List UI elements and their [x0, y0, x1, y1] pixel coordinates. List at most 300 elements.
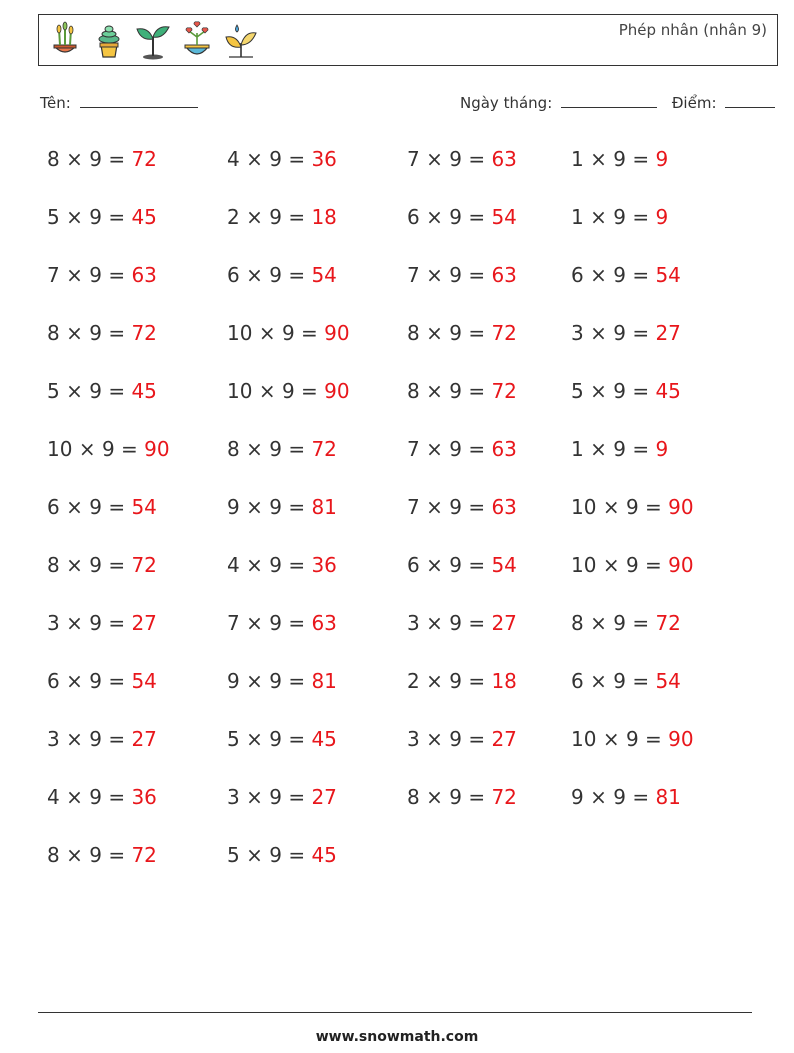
- operand-a: 6: [47, 669, 60, 693]
- operand-a: 10: [47, 437, 73, 461]
- answer: 27: [131, 727, 157, 751]
- operand-a: 8: [47, 553, 60, 577]
- problem-item: [571, 495, 694, 519]
- operand-b: 9: [613, 379, 626, 403]
- operand-a: 3: [47, 727, 60, 751]
- operand-b: 9: [89, 785, 102, 809]
- times-sign: ×: [426, 553, 443, 577]
- times-sign: ×: [590, 263, 607, 287]
- times-sign: ×: [426, 669, 443, 693]
- operand-a: 3: [407, 727, 420, 751]
- answer: 9: [655, 147, 669, 171]
- answer: 63: [491, 147, 517, 171]
- problem-item: [47, 843, 157, 867]
- operand-a: 6: [407, 205, 420, 229]
- problem-item: [571, 321, 681, 345]
- problem-item: [227, 843, 337, 867]
- answer: 63: [491, 263, 517, 287]
- problem-item: [571, 147, 668, 171]
- equals-sign: =: [468, 669, 486, 693]
- operand-b: 9: [625, 727, 639, 751]
- problem-item: [47, 321, 157, 345]
- operand-a: 8: [571, 611, 584, 635]
- answer: 72: [131, 843, 157, 867]
- operand-a: 3: [407, 611, 420, 635]
- times-sign: ×: [258, 379, 276, 403]
- answer: 54: [655, 263, 681, 287]
- equals-sign: =: [632, 205, 650, 229]
- times-sign: ×: [426, 321, 443, 345]
- problem-item: [47, 437, 170, 461]
- problem-item: [227, 147, 337, 171]
- operand-b: 9: [89, 205, 102, 229]
- equals-sign: =: [288, 553, 306, 577]
- operand-b: 9: [89, 669, 102, 693]
- equals-sign: =: [288, 205, 306, 229]
- problem-item: [227, 727, 337, 751]
- operand-a: 5: [227, 843, 240, 867]
- operand-a: 5: [47, 205, 60, 229]
- times-sign: ×: [66, 611, 83, 635]
- footer-url: www.snowmath.com: [315, 1029, 479, 1045]
- operand-b: 9: [613, 669, 626, 693]
- equals-sign: =: [468, 321, 486, 345]
- answer: 81: [655, 785, 681, 809]
- equals-sign: =: [108, 379, 126, 403]
- operand-b: 9: [625, 495, 639, 519]
- operand-a: 6: [47, 495, 60, 519]
- times-sign: ×: [66, 669, 83, 693]
- answer: 27: [311, 785, 337, 809]
- operand-b: 9: [269, 843, 282, 867]
- equals-sign: =: [108, 147, 126, 171]
- equals-sign: =: [108, 553, 126, 577]
- times-sign: ×: [66, 727, 83, 751]
- times-sign: ×: [590, 437, 607, 461]
- operand-a: 8: [47, 843, 60, 867]
- operand-a: 1: [571, 437, 584, 461]
- operand-a: 2: [227, 205, 240, 229]
- answer: 72: [655, 611, 681, 635]
- times-sign: ×: [66, 147, 83, 171]
- operand-b: 9: [449, 785, 462, 809]
- times-sign: ×: [426, 611, 443, 635]
- answer: 27: [131, 611, 157, 635]
- equals-sign: =: [468, 205, 486, 229]
- equals-sign: =: [108, 205, 126, 229]
- equals-sign: =: [288, 437, 306, 461]
- operand-a: 2: [407, 669, 420, 693]
- answer: 72: [491, 321, 517, 345]
- equals-sign: =: [632, 263, 650, 287]
- operand-b: 9: [89, 379, 102, 403]
- times-sign: ×: [66, 553, 83, 577]
- times-sign: ×: [246, 495, 263, 519]
- operand-a: 4: [47, 785, 60, 809]
- operand-b: 9: [101, 437, 115, 461]
- answer: 90: [668, 553, 694, 577]
- watering-sprout-icon: [223, 21, 259, 61]
- times-sign: ×: [246, 785, 263, 809]
- operand-b: 9: [625, 553, 639, 577]
- worksheet-title: Phép nhân (nhân 9): [618, 21, 767, 39]
- answer: 81: [311, 495, 337, 519]
- answer: 27: [491, 611, 517, 635]
- times-sign: ×: [426, 495, 443, 519]
- answer: 54: [131, 495, 157, 519]
- times-sign: ×: [258, 321, 276, 345]
- equals-sign: =: [108, 321, 126, 345]
- operand-b: 9: [281, 379, 295, 403]
- answer: 72: [491, 785, 517, 809]
- times-sign: ×: [66, 495, 83, 519]
- operand-b: 9: [89, 843, 102, 867]
- answer: 36: [131, 785, 157, 809]
- equals-sign: =: [632, 437, 650, 461]
- operand-a: 7: [47, 263, 60, 287]
- equals-sign: =: [468, 553, 486, 577]
- problem-item: [47, 263, 157, 287]
- operand-b: 9: [269, 553, 282, 577]
- answer: 27: [491, 727, 517, 751]
- operand-b: 9: [89, 263, 102, 287]
- operand-b: 9: [613, 147, 626, 171]
- times-sign: ×: [590, 379, 607, 403]
- operand-b: 9: [449, 495, 462, 519]
- operand-a: 9: [571, 785, 584, 809]
- answer: 54: [311, 263, 337, 287]
- operand-a: 3: [571, 321, 584, 345]
- answer: 72: [131, 147, 157, 171]
- operand-a: 6: [571, 669, 584, 693]
- answer: 72: [311, 437, 337, 461]
- answer: 90: [324, 379, 350, 403]
- problem-item: [47, 205, 157, 229]
- problem-item: [407, 669, 517, 693]
- operand-a: 1: [571, 147, 584, 171]
- operand-a: 6: [227, 263, 240, 287]
- problem-item: [571, 379, 681, 403]
- answer: 90: [668, 727, 694, 751]
- times-sign: ×: [426, 205, 443, 229]
- operand-a: 8: [47, 321, 60, 345]
- answer: 72: [491, 379, 517, 403]
- equals-sign: =: [468, 379, 486, 403]
- operand-b: 9: [269, 263, 282, 287]
- times-sign: ×: [66, 785, 83, 809]
- operand-b: 9: [449, 321, 462, 345]
- answer: 63: [311, 611, 337, 635]
- equals-sign: =: [108, 263, 126, 287]
- times-sign: ×: [590, 669, 607, 693]
- operand-b: 9: [449, 205, 462, 229]
- operand-b: 9: [269, 147, 282, 171]
- operand-b: 9: [281, 321, 295, 345]
- times-sign: ×: [246, 263, 263, 287]
- operand-a: 7: [227, 611, 240, 635]
- answer: 45: [131, 205, 157, 229]
- problem-item: [407, 263, 517, 287]
- times-sign: ×: [66, 379, 83, 403]
- name-field: [40, 94, 198, 112]
- problem-item: [571, 263, 681, 287]
- operand-a: 10: [571, 727, 597, 751]
- operand-a: 5: [571, 379, 584, 403]
- operand-b: 9: [89, 321, 102, 345]
- equals-sign: =: [632, 669, 650, 693]
- times-sign: ×: [66, 843, 83, 867]
- problem-item: [227, 205, 337, 229]
- answer: 36: [311, 147, 337, 171]
- operand-b: 9: [613, 785, 626, 809]
- date-blank[interactable]: [561, 95, 657, 108]
- equals-sign: =: [468, 727, 486, 751]
- operand-a: 8: [227, 437, 240, 461]
- answer: 45: [655, 379, 681, 403]
- operand-a: 3: [47, 611, 60, 635]
- equals-sign: =: [288, 495, 306, 519]
- answer: 18: [491, 669, 517, 693]
- operand-b: 9: [269, 727, 282, 751]
- equals-sign: =: [645, 727, 662, 751]
- operand-b: 9: [449, 727, 462, 751]
- times-sign: ×: [246, 147, 263, 171]
- operand-b: 9: [613, 437, 626, 461]
- equals-sign: =: [288, 785, 306, 809]
- operand-b: 9: [269, 495, 282, 519]
- times-sign: ×: [246, 727, 263, 751]
- equals-sign: =: [468, 263, 486, 287]
- answer: 9: [655, 205, 669, 229]
- answer: 72: [131, 553, 157, 577]
- equals-sign: =: [108, 785, 126, 809]
- equals-sign: =: [468, 437, 486, 461]
- operand-a: 10: [227, 321, 253, 345]
- answer: 54: [491, 205, 517, 229]
- problem-item: [47, 553, 157, 577]
- equals-sign: =: [288, 727, 306, 751]
- name-label: Tên:: [40, 94, 71, 112]
- answer: 63: [131, 263, 157, 287]
- operand-a: 8: [407, 785, 420, 809]
- equals-sign: =: [288, 611, 306, 635]
- times-sign: ×: [246, 553, 263, 577]
- problem-item: [571, 205, 668, 229]
- answer: 45: [311, 843, 337, 867]
- operand-b: 9: [89, 553, 102, 577]
- times-sign: ×: [602, 495, 620, 519]
- equals-sign: =: [108, 843, 126, 867]
- problem-item: [227, 785, 337, 809]
- operand-a: 4: [227, 553, 240, 577]
- equals-sign: =: [632, 321, 650, 345]
- answer: 90: [668, 495, 694, 519]
- problem-item: [227, 495, 337, 519]
- equals-sign: =: [632, 785, 650, 809]
- times-sign: ×: [590, 785, 607, 809]
- times-sign: ×: [66, 321, 83, 345]
- operand-b: 9: [449, 437, 462, 461]
- operand-a: 9: [227, 495, 240, 519]
- operand-b: 9: [613, 321, 626, 345]
- answer: 90: [144, 437, 170, 461]
- score-blank[interactable]: [725, 95, 775, 108]
- times-sign: ×: [246, 669, 263, 693]
- operand-b: 9: [449, 263, 462, 287]
- answer: 9: [655, 437, 669, 461]
- answer: 27: [655, 321, 681, 345]
- equals-sign: =: [108, 495, 126, 519]
- times-sign: ×: [426, 727, 443, 751]
- operand-a: 3: [227, 785, 240, 809]
- operand-a: 4: [227, 147, 240, 171]
- equals-sign: =: [108, 669, 126, 693]
- equals-sign: =: [301, 379, 318, 403]
- operand-b: 9: [613, 611, 626, 635]
- times-sign: ×: [426, 379, 443, 403]
- operand-a: 9: [227, 669, 240, 693]
- problem-item: [227, 611, 337, 635]
- equals-sign: =: [108, 727, 126, 751]
- times-sign: ×: [426, 263, 443, 287]
- times-sign: ×: [590, 321, 607, 345]
- succulent-pot-icon: [91, 21, 127, 61]
- equals-sign: =: [632, 379, 650, 403]
- equals-sign: =: [121, 437, 138, 461]
- operand-b: 9: [613, 263, 626, 287]
- operand-b: 9: [449, 553, 462, 577]
- equals-sign: =: [468, 147, 486, 171]
- operand-b: 9: [89, 495, 102, 519]
- answer: 63: [491, 495, 517, 519]
- date-score-field: [460, 94, 775, 112]
- equals-sign: =: [288, 669, 306, 693]
- times-sign: ×: [246, 437, 263, 461]
- problem-item: [571, 611, 681, 635]
- operand-a: 10: [571, 553, 597, 577]
- operand-a: 5: [47, 379, 60, 403]
- operand-a: 6: [571, 263, 584, 287]
- problem-item: [227, 321, 350, 345]
- flower-pot-icon: [179, 21, 215, 61]
- equals-sign: =: [301, 321, 318, 345]
- operand-b: 9: [89, 147, 102, 171]
- operand-b: 9: [269, 785, 282, 809]
- operand-b: 9: [89, 611, 102, 635]
- operand-a: 7: [407, 437, 420, 461]
- date-label: Ngày tháng:: [460, 94, 553, 112]
- operand-b: 9: [613, 205, 626, 229]
- equals-sign: =: [288, 263, 306, 287]
- times-sign: ×: [426, 437, 443, 461]
- problem-item: [407, 553, 517, 577]
- problem-item: [47, 611, 157, 635]
- score-label: Điểm:: [671, 94, 717, 112]
- times-sign: ×: [66, 205, 83, 229]
- answer: 54: [655, 669, 681, 693]
- equals-sign: =: [288, 147, 306, 171]
- problem-item: [407, 205, 517, 229]
- equals-sign: =: [645, 553, 662, 577]
- header-box: [38, 14, 778, 66]
- problem-item: [407, 495, 517, 519]
- operand-a: 8: [407, 379, 420, 403]
- equals-sign: =: [288, 843, 306, 867]
- problem-item: [407, 437, 517, 461]
- operand-b: 9: [449, 147, 462, 171]
- operand-a: 8: [407, 321, 420, 345]
- times-sign: ×: [590, 147, 607, 171]
- times-sign: ×: [246, 611, 263, 635]
- equals-sign: =: [645, 495, 662, 519]
- answer: 45: [131, 379, 157, 403]
- times-sign: ×: [602, 553, 620, 577]
- answer: 54: [491, 553, 517, 577]
- times-sign: ×: [426, 147, 443, 171]
- problem-item: [407, 785, 517, 809]
- operand-b: 9: [269, 611, 282, 635]
- operand-a: 5: [227, 727, 240, 751]
- operand-b: 9: [269, 669, 282, 693]
- equals-sign: =: [632, 147, 650, 171]
- answer: 90: [324, 321, 350, 345]
- operand-a: 10: [571, 495, 597, 519]
- problem-item: [407, 379, 517, 403]
- equals-sign: =: [632, 611, 650, 635]
- answer: 72: [131, 321, 157, 345]
- problem-item: [47, 669, 157, 693]
- operand-b: 9: [269, 205, 282, 229]
- problem-item: [407, 147, 517, 171]
- equals-sign: =: [468, 495, 486, 519]
- answer: 36: [311, 553, 337, 577]
- potted-plant-icon: [47, 21, 83, 61]
- equals-sign: =: [468, 785, 486, 809]
- operand-b: 9: [89, 727, 102, 751]
- operand-b: 9: [449, 669, 462, 693]
- problem-item: [571, 553, 694, 577]
- times-sign: ×: [246, 205, 263, 229]
- problem-item: [407, 727, 517, 751]
- problem-item: [47, 727, 157, 751]
- times-sign: ×: [78, 437, 96, 461]
- operand-b: 9: [449, 611, 462, 635]
- sprout-icon: [135, 21, 171, 61]
- problem-item: [47, 379, 157, 403]
- answer: 54: [131, 669, 157, 693]
- problem-item: [227, 437, 337, 461]
- problem-item: [227, 379, 350, 403]
- operand-b: 9: [269, 437, 282, 461]
- name-blank[interactable]: [80, 95, 198, 108]
- problem-item: [571, 437, 668, 461]
- operand-a: 8: [47, 147, 60, 171]
- plant-icons: [47, 21, 259, 61]
- times-sign: ×: [602, 727, 620, 751]
- problem-item: [407, 321, 517, 345]
- equals-sign: =: [468, 611, 486, 635]
- problem-item: [47, 495, 157, 519]
- answer: 18: [311, 205, 337, 229]
- problem-item: [407, 611, 517, 635]
- operand-a: 6: [407, 553, 420, 577]
- operand-a: 7: [407, 263, 420, 287]
- footer-divider: [38, 1012, 752, 1013]
- problem-item: [571, 669, 681, 693]
- times-sign: ×: [246, 843, 263, 867]
- answer: 81: [311, 669, 337, 693]
- answer: 45: [311, 727, 337, 751]
